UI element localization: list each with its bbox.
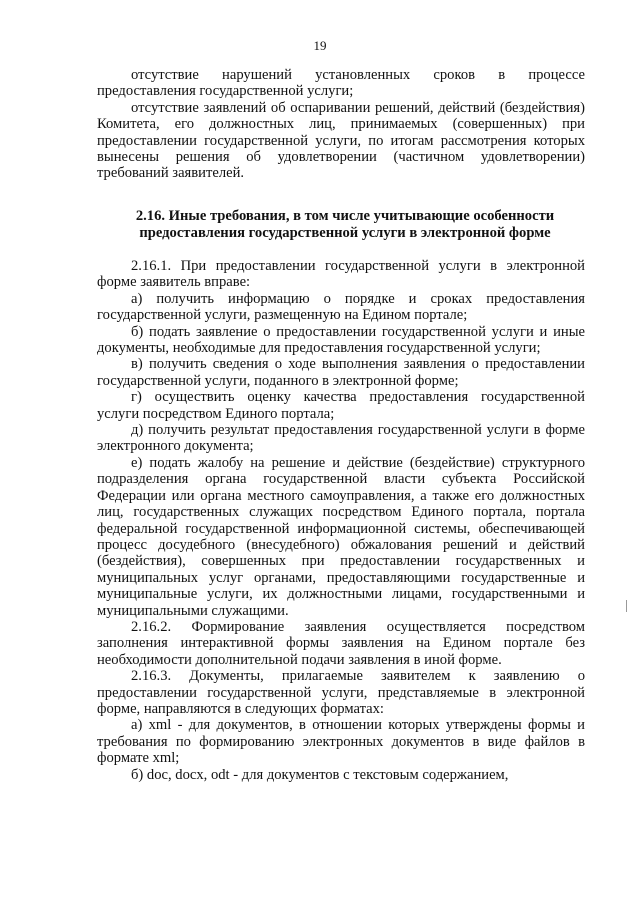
paragraph: 2.16.1. При предоставлении государственной услуги в электронной форме заявитель вправе: (97, 258, 585, 291)
paragraph: отсутствие нарушений установленных сроков в процессе предоставления государственной услуги; (97, 67, 585, 100)
section-heading (110, 208, 580, 242)
list-item: б) подать заявление о предоставлении государственной услуги и иные документы, необходимые для предоставления государственной услуги; (97, 323, 585, 357)
list-item: г) осуществить оценку качества предоставления государственной услуги посредством Единого портала; (97, 389, 585, 422)
list-item: а) xml - для документов, в отношении которых утверждены формы и требования по формированию электронных документов в виде файлов в формате xml; (97, 717, 585, 767)
list-item: а) получить информацию о порядке и сроках предоставления государственной услуги, размещенную на Едином портале; (97, 290, 585, 324)
section-heading-line: 2.16. Иные требования, в том числе учитывающие особенности (135, 208, 555, 224)
margin-mark (626, 600, 627, 612)
paragraph: отсутствие заявлений об оспаривании решений, действий (бездействия) Комитета, его должностных лиц, принимаемых (совершенных) при предоставлении государственной услуги, по итогам рассмотрения которых вынесены решения об удовлетворении (частичном удовлетворении) требований заявителей. (97, 99, 585, 182)
paragraph: 2.16.2. Формирование заявления осуществляется посредством заполнения интерактивной формы заявления на Едином портале без необходимости дополнительной подачи заявления в иной форме. (97, 618, 585, 668)
main-text-block (97, 258, 585, 783)
page-number: 19 (313, 38, 327, 53)
list-item: б) doc, docx, odt - для документов с текстовым содержанием, (131, 766, 509, 783)
list-item: е) подать жалобу на решение и действие (бездействие) структурного подразделения органа государственной власти субъекта Российской Федерации или органа местного самоуправления, а также его должностных лиц, государственных служащих посредством Единого портала, портала федеральной государственной информационной системы, обеспечивающей процесс досудебного (внесудебного) обжалования решений и действий (бездействия), совершенных при предоставлении государственных и муниципальных услуг органами, предоставляющими государственные и муниципальные услуги, их должностными лицами, государственными и муниципальными служащими. (97, 454, 585, 619)
list-item: д) получить результат предоставления государственной услуги в форме электронного документа; (97, 422, 585, 455)
section-heading-line: предоставления государственной услуги в электронной форме (139, 225, 551, 241)
top-text-block (97, 67, 585, 182)
paragraph: 2.16.3. Документы, прилагаемые заявителем к заявлению о предоставлении государственной услуги, представляемые в электронной форме, направляются в следующих форматах: (97, 668, 585, 717)
list-item: в) получить сведения о ходе выполнения заявления о предоставлении государственной услуги, поданного в электронной форме; (97, 356, 585, 389)
